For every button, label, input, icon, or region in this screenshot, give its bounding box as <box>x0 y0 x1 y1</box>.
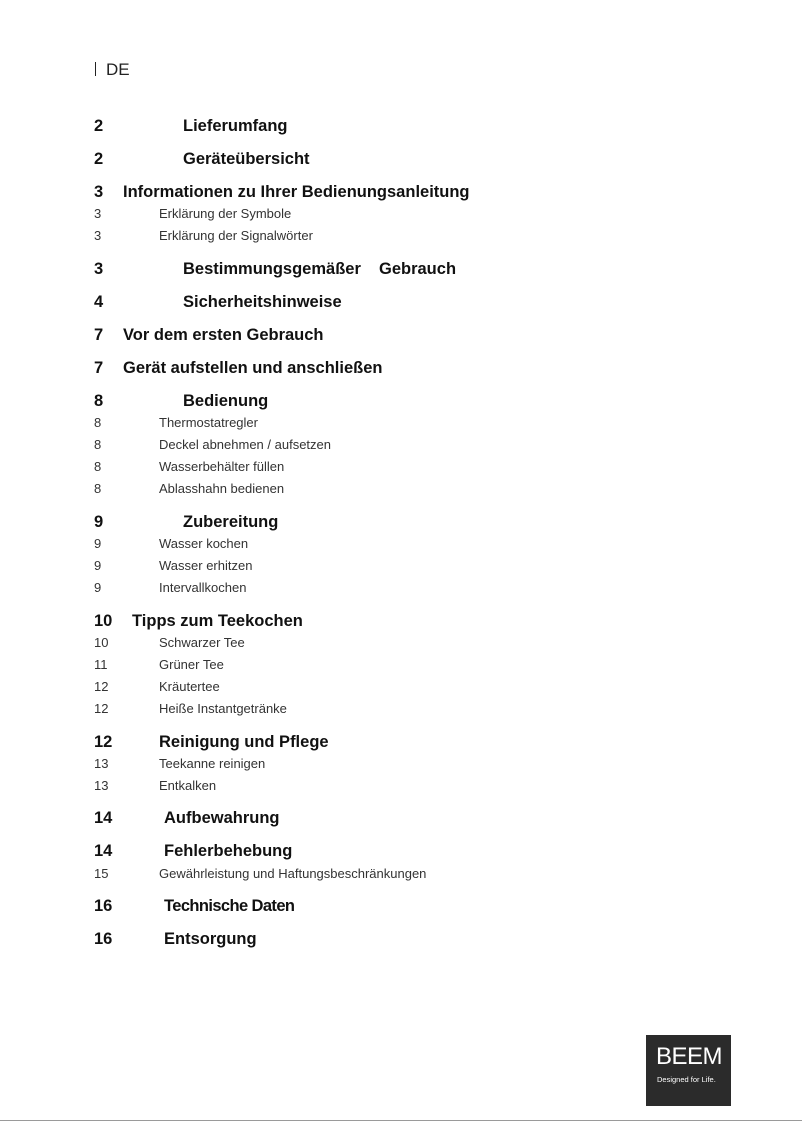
toc-title: Grüner Tee <box>159 657 224 672</box>
toc-page-number: 16 <box>94 897 113 915</box>
toc-page-number: 9 <box>94 536 102 551</box>
toc-page-number: 3 <box>94 228 102 243</box>
toc-page-number: 8 <box>94 437 102 452</box>
toc-page-number: 9 <box>94 513 104 531</box>
toc-page-number: 2 <box>94 150 104 168</box>
toc-title: Entsorgung <box>164 930 257 948</box>
logo-tagline: Designed for Life. <box>657 1075 716 1084</box>
toc-page-number: 7 <box>94 359 104 377</box>
toc-title: Vor dem ersten Gebrauch <box>123 326 324 344</box>
toc-title: Deckel abnehmen / aufsetzen <box>159 437 331 452</box>
toc-page-number: 14 <box>94 842 113 860</box>
toc-title-continuation: Gebrauch <box>379 260 457 278</box>
toc-title: Aufbewahrung <box>164 809 280 827</box>
toc-title: Erklärung der Symbole <box>159 206 292 221</box>
toc-page-number: 10 <box>94 612 113 630</box>
toc-title: Intervallkochen <box>159 580 247 595</box>
toc-title: Schwarzer Tee <box>159 635 245 650</box>
toc-page-number: 2 <box>94 117 104 135</box>
toc-title: Zubereitung <box>183 513 279 531</box>
beem-logo <box>646 1035 731 1106</box>
toc-page-number: 4 <box>94 293 104 311</box>
toc-page-number: 11 <box>94 657 108 672</box>
toc-title: Entkalken <box>159 778 217 793</box>
language-label: DE <box>106 60 130 79</box>
toc-page-number: 3 <box>94 183 104 201</box>
toc-page-number: 8 <box>94 392 104 410</box>
toc-title: Informationen zu Ihrer Bedienungsanleitung <box>123 183 470 201</box>
toc-page-number: 13 <box>94 778 109 793</box>
toc-title: Thermostatregler <box>159 415 258 430</box>
toc-title: Gewährleistung und Haftungsbeschränkungen <box>159 866 427 881</box>
toc-page-number: 3 <box>94 206 102 221</box>
toc-page-number: 9 <box>94 580 102 595</box>
toc-title: Sicherheitshinweise <box>183 293 342 311</box>
toc-entry[interactable] <box>94 260 457 279</box>
toc-page-number: 8 <box>94 459 102 474</box>
toc-page-number: 15 <box>94 866 109 881</box>
toc-title: Ablasshahn bedienen <box>159 481 285 496</box>
toc-title: Fehlerbehebung <box>164 842 293 860</box>
toc-page-number: 16 <box>94 930 113 948</box>
page-header <box>95 60 130 80</box>
toc-page-number: 13 <box>94 756 109 771</box>
toc-title: Geräteübersicht <box>183 150 310 168</box>
toc-page-number: 3 <box>94 260 104 278</box>
toc-page-number: 8 <box>94 481 102 496</box>
toc-title: Wasser kochen <box>159 536 249 551</box>
toc-title: Gerät aufstellen und anschließen <box>123 359 383 377</box>
toc-page-number: 12 <box>94 733 113 751</box>
toc-title: Kräutertee <box>159 679 220 694</box>
logo-brand: BEEM <box>656 1043 723 1070</box>
header-divider <box>95 62 96 76</box>
toc-page-number: 8 <box>94 415 102 430</box>
toc-title: Wasserbehälter füllen <box>159 459 285 474</box>
page-bottom-rule <box>0 1120 802 1121</box>
toc-title: Tipps zum Teekochen <box>132 612 303 630</box>
toc-page-number: 7 <box>94 326 104 344</box>
toc-page-number: 9 <box>94 558 102 573</box>
toc-title: Technische Daten <box>164 897 295 915</box>
toc-page-number: 12 <box>94 701 109 716</box>
toc-title: Teekanne reinigen <box>159 756 266 771</box>
toc-title: Reinigung und Pflege <box>159 733 329 751</box>
toc-title: Bestimmungsgemäßer <box>183 260 361 278</box>
toc-page-number: 14 <box>94 809 113 827</box>
toc-title: Erklärung der Signalwörter <box>159 228 313 243</box>
toc-title: Heiße Instantgetränke <box>159 701 287 716</box>
toc-title: Wasser erhitzen <box>159 558 253 573</box>
toc-page-number: 12 <box>94 679 109 694</box>
toc-title: Lieferumfang <box>183 117 288 135</box>
toc-title: Bedienung <box>183 392 269 410</box>
toc-page-number: 10 <box>94 635 109 650</box>
